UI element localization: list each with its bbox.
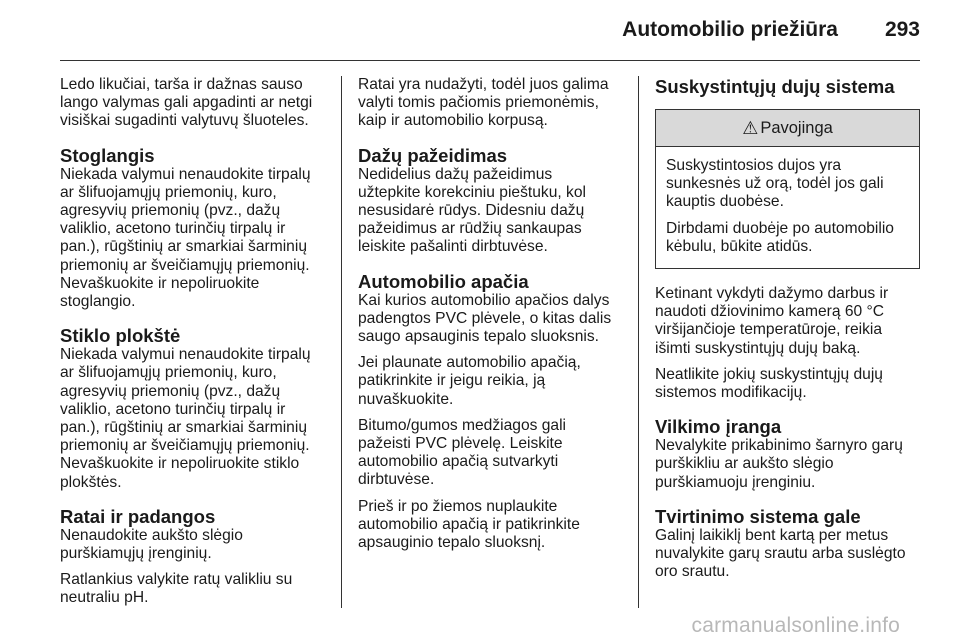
section-title-rear-carrier: Tvirtinimo sistema gale bbox=[655, 505, 861, 527]
section-title-towing: Vilkimo įranga bbox=[655, 416, 782, 438]
wheels-paragraph-1: Nenaudokite aukšto slėgio purškiamųjų įrenginių. bbox=[60, 526, 243, 563]
underbody-paragraph-2: Jei plaunate automobilio apačią, patikrinkite ir jeigu reikia, ją nuvaškuokite. bbox=[358, 354, 581, 408]
section-title-underbody: Automobilio apačia bbox=[358, 270, 529, 292]
column-divider-2 bbox=[638, 76, 639, 608]
column-divider-1 bbox=[341, 76, 342, 608]
column-right bbox=[655, 76, 920, 589]
danger-title: Pavojinga bbox=[760, 118, 833, 137]
section-title-glass-panel: Stiklo plokštė bbox=[60, 325, 181, 347]
header-divider bbox=[60, 60, 920, 61]
watermark: carmanualsonline.info bbox=[691, 614, 900, 637]
underbody-paragraph-3: Bitumo/gumos medžiagos gali pažeisti PVC plėvelę. Leiskite automobilio apačią sutvarkyti dirbtuvėse. bbox=[358, 416, 567, 489]
wheels-paragraph-2: Ratlankius valykite ratų valikliu su neutraliu pH. bbox=[60, 571, 293, 607]
section-title-wheels-tyres: Ratai ir padangos bbox=[60, 505, 216, 527]
danger-box-header bbox=[656, 110, 919, 147]
wiper-paragraph: Ledo likučiai, tarša ir dažnas sauso lango valymas gali apgadinti ar netgi visiškai sugadinti valytuvų šluoteles. bbox=[60, 76, 313, 130]
chapter-title: Automobilio priežiūra bbox=[622, 18, 838, 41]
lpg-paragraph-2: Neatlikite jokių suskystintųjų dujų sistemos modifikacijų. bbox=[655, 365, 883, 402]
danger-paragraph-2: Dirbdami duobėje po automobilio kėbulu, būkite atidūs. bbox=[666, 219, 894, 255]
danger-paragraph-1: Suskystintosios dujos yra sunkesnės už orą, todėl jos gali kauptis duobėse. bbox=[666, 157, 884, 211]
danger-box bbox=[655, 109, 920, 269]
sunroof-paragraph: Niekada valymui nenaudokite tirpalų ar šlifuojamųjų priemonių, kuro, agresyvių priemonių (pvz., dažų valiklio, acetono turinčių tirpalų ir pan.), rūgštinių ar smarkiai šarminių priemonių ar šveičiamųjų priemonių. Nevaškuokite ir nepoliruokite stoglangio. bbox=[60, 165, 311, 311]
paint-damage-paragraph: Nedidelius dažų pažeidimus užtepkite korekciniu pieštuku, kol nesusidarė rūdys. Didesniu dažų pažeidimus ar rūdžių sankaupas leiskite pašalinti dirbtuvėse. bbox=[358, 165, 586, 256]
glass-panel-paragraph: Niekada valymui nenaudokite tirpalų ar šlifuojamųjų priemonių, kuro, agresyvių priemonių (pvz., dažų valiklio, acetono turinčių tirpalų ir pan.), rūgštinių ar smarkiai šarminių priemonių ar šveičiamųjų priemonių. Nevaškuokite ir nepoliruokite stiklo plokštės. bbox=[60, 346, 311, 491]
column-middle bbox=[358, 76, 626, 560]
section-title-sunroof: Stoglangis bbox=[60, 144, 155, 166]
towing-paragraph: Nevalykite prikabinimo šarnyro garų purškikliu ar aukšto slėgio purškiamuoju įrenginiu. bbox=[655, 437, 903, 491]
page-number: 293 bbox=[884, 18, 920, 41]
rear-carrier-paragraph: Galinį laikiklį bent kartą per metus nuvalykite garų srautu arba suslėgto oro srautu. bbox=[655, 526, 906, 581]
wheels-continued-paragraph: Ratai yra nudažyti, todėl juos galima valyti tomis pačiomis priemonėmis, kaip ir automobilio korpusą. bbox=[358, 76, 609, 130]
section-title-lpg-system: Suskystintųjų dujų sistema bbox=[655, 76, 895, 97]
underbody-paragraph-4: Prieš ir po žiemos nuplaukite automobilio apačią ir patikrinkite apsauginio tepalo sluoksnį. bbox=[358, 497, 580, 552]
underbody-paragraph-1: Kai kurios automobilio apačios dalys padengtos PVC plėvele, o kitas dalis saugo apsauginis tepalo sluoksnis. bbox=[358, 291, 612, 346]
lpg-paragraph-1: Ketinant vykdyti dažymo darbus ir naudoti džiovinimo kamerą 60 °C viršijančioje temperatūroje, reikia išimti suskystintųjų dujų baką. bbox=[655, 285, 889, 357]
section-title-paint-damage: Dažų pažeidimas bbox=[358, 144, 508, 166]
page-header bbox=[60, 14, 920, 50]
column-left bbox=[60, 76, 328, 616]
danger-box-body bbox=[656, 147, 919, 268]
warning-triangle-icon: ⚠ bbox=[742, 117, 759, 138]
